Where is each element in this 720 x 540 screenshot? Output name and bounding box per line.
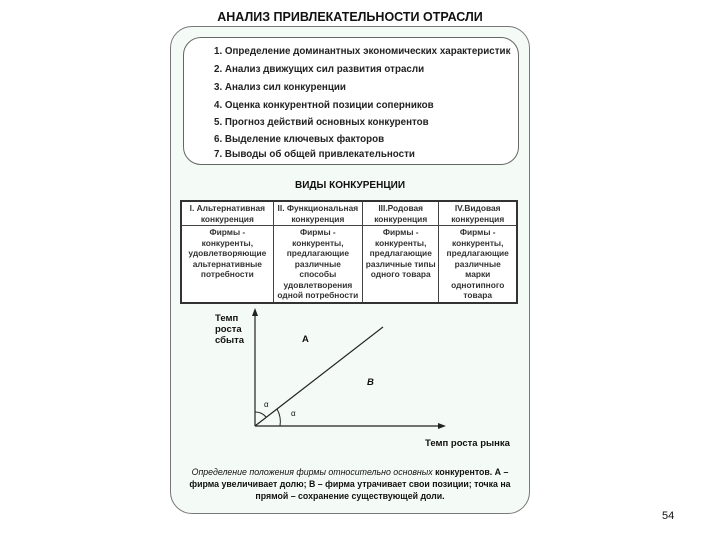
x-axis-label: Темп роста рынка bbox=[425, 438, 510, 449]
table-header: II. Функциональная конкуренция bbox=[273, 201, 362, 226]
step-item: 2. Анализ движущих сил развития отрасли bbox=[214, 64, 425, 75]
page-number: 54 bbox=[662, 510, 675, 522]
table-cell: Фирмы - конкуренты, предлагающие различные способы удовлетворения одной потребности bbox=[273, 226, 362, 303]
diagram-caption bbox=[180, 466, 520, 502]
competition-title: ВИДЫ КОНКУРЕНЦИИ bbox=[294, 180, 406, 191]
step-item: 7. Выводы об общей привлекательности bbox=[214, 149, 415, 160]
step-item: 3. Анализ сил конкуренции bbox=[214, 82, 346, 93]
region-b-label: B bbox=[367, 377, 374, 388]
table-header: IV.Видовая конкуренция bbox=[439, 201, 517, 226]
y-axis-arrow bbox=[252, 308, 258, 316]
region-a-label: A bbox=[302, 334, 309, 345]
table-header: I. Альтернативная конкуренция bbox=[181, 201, 273, 226]
caption-text: конкурентов. А – фирма увеличивает долю; В – фирма утрачивает свои позиции; точка на прямой – сохранение существующей доли. bbox=[189, 467, 511, 501]
table-header: III.Родовая конкуренция bbox=[363, 201, 439, 226]
step-item: 1. Определение доминантных экономических характеристик bbox=[214, 46, 511, 57]
diagonal-line bbox=[255, 327, 383, 426]
step-item: 4. Оценка конкурентной позиции соперников bbox=[214, 100, 434, 111]
step-item: 6. Выделение ключевых факторов bbox=[214, 134, 385, 145]
table-cell: Фирмы - конкуренты, предлагающие различные типы одного товара bbox=[363, 226, 439, 303]
angle-label: α bbox=[291, 409, 296, 418]
caption-italic: Определение положения фирмы относительно основных bbox=[191, 467, 433, 477]
table-cell: Фирмы - конкуренты, удовлетворяющие альтернативные потребности bbox=[181, 226, 273, 303]
y-label-line: сбыта bbox=[215, 335, 245, 346]
y-label-line: роста bbox=[215, 324, 242, 335]
step-item: 5. Прогноз действий основных конкурентов bbox=[214, 117, 429, 128]
page-title: АНАЛИЗ ПРИВЛЕКАТЕЛЬНОСТИ ОТРАСЛИ bbox=[217, 10, 483, 24]
angle-arc bbox=[255, 412, 266, 417]
angle-label: α bbox=[264, 400, 269, 409]
x-axis-arrow bbox=[438, 423, 446, 429]
table-cell: Фирмы - конкуренты, предлагающие различные марки однотипного товара bbox=[439, 226, 517, 303]
angle-arc bbox=[277, 409, 280, 426]
y-axis-label bbox=[215, 313, 244, 346]
y-label-line: Темп bbox=[215, 313, 239, 324]
